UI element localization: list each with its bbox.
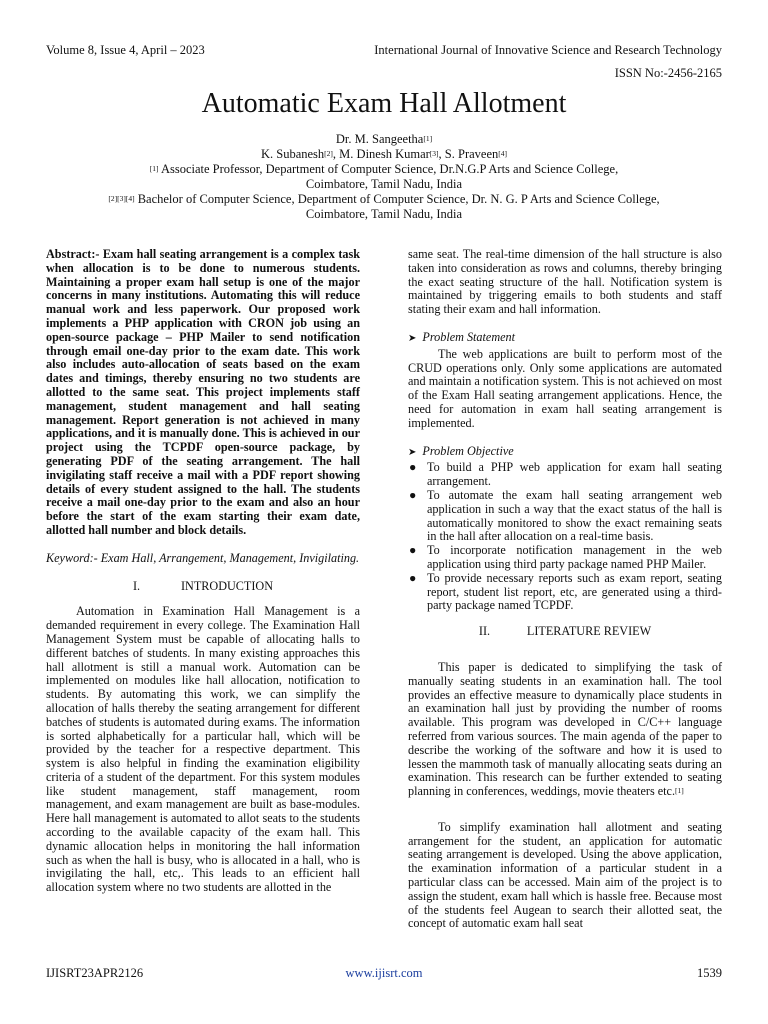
affiliation-1-city: Coimbatore, Tamil Nadu, India bbox=[305, 177, 463, 191]
objectives-list bbox=[408, 461, 722, 613]
literature-paragraph-2: To simplify examination hall allotment and seating arrangement for the student, an application for automatic seating arrangement is developed. Using the above application, the examination information of a particular student in a particular class can be accessed. Main aim of the project is to assign the student, exam hall which is hassle free. Because most of the students feel Augean to search their allotted seat, the concept of automatic exam hall seat bbox=[408, 819, 722, 931]
introduction-continued: same seat. The real-time dimension of the hall structure is also taken into consideration as rows and columns, thereby bringing the exact seating structure of the hall. Notification system is maintained by triggering emails to both students and staff stating their exam and hall information. bbox=[408, 247, 722, 317]
list-item: ● To build a PHP web application for exam hall seating arrangement. bbox=[409, 460, 722, 489]
bullet-icon: ● bbox=[409, 460, 417, 475]
arrow-bullet-icon: ➤ bbox=[408, 332, 417, 344]
affiliation-1: [1] Associate Professor, Department of Computer Science, Dr.N.G.P Arts and Science College, bbox=[149, 162, 619, 176]
bullet-icon: ● bbox=[409, 487, 417, 502]
issn: ISSN No:-2456-2165 bbox=[614, 66, 722, 80]
arrow-bullet-icon: ➤ bbox=[408, 446, 417, 458]
journal-website-link[interactable]: www.ijisrt.com bbox=[345, 966, 423, 980]
author-line-1: Dr. M. Sangeetha[1] bbox=[335, 132, 433, 146]
paper-title: Automatic Exam Hall Allotment bbox=[201, 88, 567, 119]
left-column bbox=[46, 248, 360, 895]
keywords: Keyword:- Exam Hall, Arrangement, Management, Invigilating. bbox=[46, 550, 360, 565]
page-number: 1539 bbox=[697, 966, 722, 980]
right-column bbox=[408, 248, 722, 931]
list-item: ● To provide necessary reports such as exam report, seating report, student list report, etc, are generated using a third-party package named TCPDF. bbox=[409, 570, 722, 613]
list-item: ● To incorporate notification management in the web application using third party package named PHP Mailer. bbox=[409, 543, 722, 571]
abstract: Abstract:- Exam hall seating arrangement is a complex task when allocation is to be done to numerous students. Maintaining a proper exam hall setup is one of the major concerns in many institutions. Automating this will reduce manual work and less paperwork. Our proposed work implements a PHP application with CRON job using an open-source package – PHP Mailer to send notification through email one-day prior to the exam date. This work also includes auto-allocation of seats based on the exam dates and timings, thereby ensuring no two students are allotted to the same seat. This project implements staff management, student management and hall seating management. Report generation is not achieved in many applications, and it is manually done. This is achieved in our project using the TCPDF open-source package, by generating PDF of the seating arrangement. The hall invigilating staff receive a mail with a PDF report showing details of every student assigned to the hall. The students receive a mail one-day prior to the exam and also an hour before the start of the exam starting their exam date, allotted hall number and block details. bbox=[46, 247, 360, 537]
bullet-icon: ● bbox=[409, 570, 417, 585]
author-line-2: K. Subanesh[2], M. Dinesh Kumar[3], S. Praveen[4] bbox=[260, 147, 508, 161]
section-heading-introduction: I. INTRODUCTION bbox=[132, 578, 274, 593]
subheading-problem-statement: ➤ Problem Statement bbox=[408, 329, 516, 344]
bullet-icon: ● bbox=[409, 543, 417, 558]
introduction-text: Automation in Examination Hall Management is a demanded requirement in every college. The Examination Hall Management System must be capable of allocating halls to different batches of students. In many existing approaches this hall allotment is still a manual work. Automation can be implemented on modules like hall allocation, notification to students. By automating this work, we can simplify the allocation of halls thereby the seating arrangement for different batches of students is automated during exams. The information is sorted alphabetically for a particular hall, which will be provided by the teacher for a respective department. This system is also helpful in finding the examination eligibility criteria of a student of the department. For this system modules like student management, staff management, room management, and exam management are built as base-modules. Here hall management is automated to allot seats to the students according to the available capacity of the exam hall. This dynamic allocation helps in monitoring the hall information such as when the hall is busy, who is allocated in a hall, who is invigilating the hall, etc,. This leads to an efficient hall allocation system where no two students are allotted in the bbox=[46, 604, 360, 895]
journal-volume: Volume 8, Issue 4, April – 2023 bbox=[46, 43, 205, 57]
journal-name: International Journal of Innovative Science and Research Technology bbox=[374, 43, 722, 57]
paper-id: IJISRT23APR2126 bbox=[46, 966, 144, 980]
list-item: ● To automate the exam hall seating arrangement web application in such a way that the exact status of the hall is automatically monitored to show the exact remaining seats in the hall after allocation on a real-time basis. bbox=[409, 487, 722, 544]
section-heading-literature-review: II. LITERATURE REVIEW bbox=[478, 624, 652, 639]
affiliation-2-city: Coimbatore, Tamil Nadu, India bbox=[305, 207, 463, 221]
affiliation-2: [2][3][4] Bachelor of Computer Science, Department of Computer Science, Dr. N. G. P Arts and Science College, bbox=[108, 192, 660, 206]
problem-statement-text: The web applications are built to perform most of the CRUD operations only. Only some applications are automated and maintain a notification system. This is not achieved on most of the Exam Hall seating arrangement applications. Hence, the need for automation in exam hall seating arrangement is implemented. bbox=[408, 346, 722, 430]
subheading-problem-objective: ➤ Problem Objective bbox=[408, 443, 514, 458]
literature-paragraph-1: This paper is dedicated to simplifying the task of manually seating students in an examination hall. The tool provides an effective measure to dynamically place students in an examination hall just by providing the number of rooms available. This program was developed in C/C++ language referred from various sources. The main agenda of the paper to describe the working of the software and how it is used to lessen the mammoth task of manually allocating seats during an examination. This research can be further extended to seating planning in conferences, weddings, movie theaters etc.[1] bbox=[408, 659, 722, 799]
